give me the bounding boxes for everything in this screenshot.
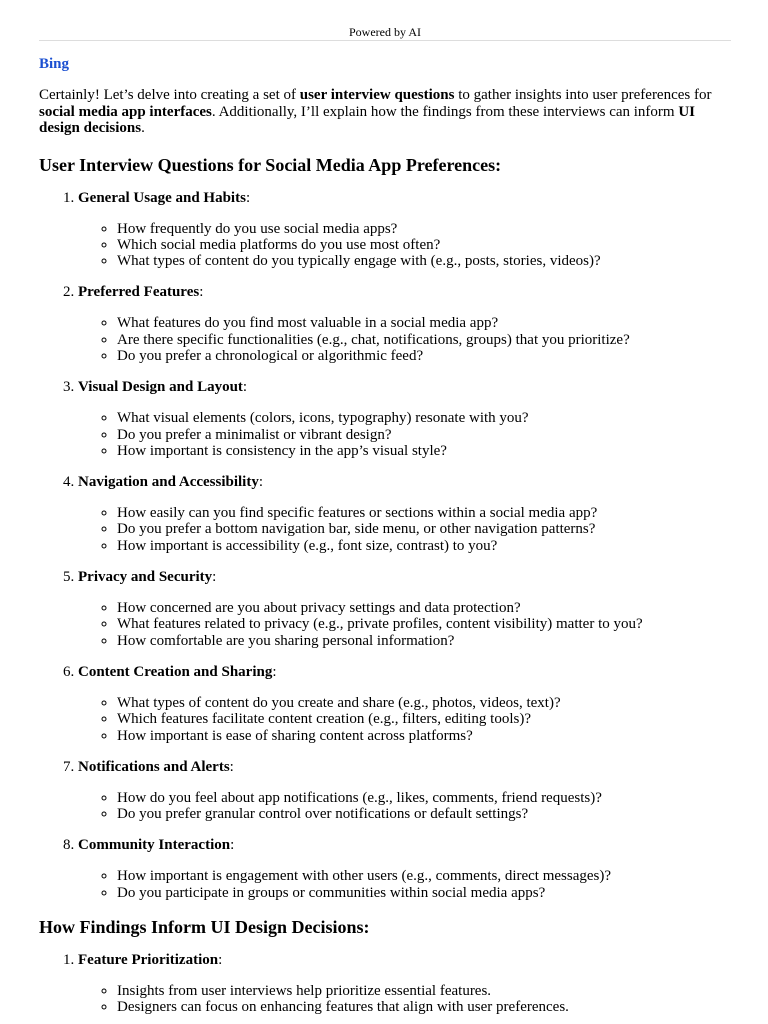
bullet-list (78, 790, 731, 823)
intro-paragraph (39, 87, 731, 137)
list-item (78, 190, 731, 270)
bullet-list (78, 410, 731, 459)
list-item (78, 284, 731, 364)
section-heading: User Interview Questions for Social Media App Preferences: (39, 154, 502, 175)
bullet-item: ◦ What types of content do you create and share (e.g., photos, videos, text)? (117, 695, 731, 711)
bullet-item: ◦ How comfortable are you sharing personal information? (117, 633, 731, 649)
bullet-item: ◦ Do you prefer a minimalist or vibrant design? (117, 427, 731, 443)
bullet-item: ◦ How important is accessibility (e.g., font size, contrast) to you? (117, 538, 731, 554)
list-item-title: Visual Design and Layout (78, 379, 243, 396)
list-item-title: Content Creation and Sharing (78, 663, 273, 680)
list-item-title: Feature Prioritization (78, 952, 219, 969)
list-item-colon: : (218, 952, 223, 969)
list-item (78, 569, 731, 649)
list-item-colon: : (272, 663, 277, 680)
section-heading: How Findings Inform UI Design Decisions: (39, 917, 370, 938)
bullet-item: ◦ What types of content do you typically engage with (e.g., posts, stories, videos)? (117, 253, 731, 269)
bullet-item: ◦ Which social media platforms do you use most often? (117, 237, 731, 253)
bullet-item: ◦ Do you participate in groups or communities within social media apps? (117, 885, 731, 901)
bullet-item: ◦ What visual elements (colors, icons, typography) resonate with you? (117, 410, 731, 426)
bullet-item: ◦ Insights from user interviews help prioritize essential features. (117, 983, 731, 999)
list-item-title: Notifications and Alerts (78, 758, 230, 775)
list-item-title: Navigation and Accessibility (78, 474, 259, 491)
intro-text: to gather insights into user preferences for (454, 87, 712, 103)
bullet-item: ◦ What features related to privacy (e.g., private profiles, content visibility) matter to you? (117, 616, 731, 632)
list-item (78, 379, 731, 459)
bullet-item: ◦ Designers can focus on enhancing features that align with user preferences. (117, 999, 731, 1015)
list-item-title: General Usage and Habits (78, 189, 246, 206)
list-item-title: Preferred Features (78, 284, 200, 301)
list-item (78, 837, 731, 901)
bullet-list (78, 600, 731, 649)
list-item-colon: : (258, 474, 264, 491)
bullet-list (78, 221, 731, 270)
bullet-list (78, 315, 731, 364)
bullet-item: ◦ How do you feel about app notifications (e.g., likes, comments, friend requests)? (117, 790, 731, 806)
bullet-item: ◦ Do you prefer a chronological or algorithmic feed? (117, 348, 731, 364)
intro-bold-text: user interview questions (299, 87, 455, 103)
list-item-title: Community Interaction (78, 837, 231, 854)
list-item-colon: : (229, 758, 234, 775)
bullet-list (78, 868, 731, 901)
bullet-list (78, 505, 731, 554)
list-item-colon: : (199, 284, 204, 301)
bullet-item: ◦ How important is ease of sharing content across platforms? (117, 728, 731, 744)
bullet-list (78, 983, 731, 1016)
intro-bold-text: social media app interfaces (39, 103, 212, 120)
list-item-colon: : (212, 569, 217, 586)
list-item (78, 952, 731, 1016)
source-label: Bing (39, 56, 70, 72)
numbered-list (39, 952, 731, 1016)
bullet-list (78, 695, 731, 744)
numbered-list (39, 190, 731, 902)
intro-text: . Additionally, I’ll explain how the findings from these interviews can inform (211, 103, 679, 120)
intro-text: Certainly! Let’s delve into creating a set of (39, 87, 300, 103)
intro-text: . (141, 120, 145, 136)
list-item-title: Privacy and Security (78, 569, 213, 586)
list-item-colon: : (242, 379, 248, 396)
bullet-item: ◦ How important is consistency in the app’s visual style? (117, 443, 731, 459)
list-item (78, 664, 731, 744)
bullet-item: ◦ How easily can you find specific features or sections within a social media app? (117, 505, 731, 521)
list-item (78, 474, 731, 554)
list-item-colon: : (230, 837, 235, 854)
list-item (78, 759, 731, 823)
bullet-item: ◦ Which features facilitate content creation (e.g., filters, editing tools)? (117, 711, 731, 727)
list-item-colon: : (245, 189, 251, 206)
bullet-item: ◦ Do you prefer a bottom navigation bar, side menu, or other navigation patterns? (117, 521, 731, 537)
powered-by-label: Powered by AI (39, 0, 731, 41)
bullet-item: ◦ What features do you find most valuable in a social media app? (117, 315, 731, 331)
bullet-item: ◦ Do you prefer granular control over notifications or default settings? (117, 806, 731, 822)
intro-bold-text: UI design decisions (39, 103, 696, 136)
bullet-item: ◦ Are there specific functionalities (e.g., chat, notifications, groups) that you prioritize? (117, 332, 731, 348)
bullet-item: ◦ How concerned are you about privacy settings and data protection? (117, 600, 731, 616)
bullet-item: ◦ How frequently do you use social media apps? (117, 221, 731, 237)
document-page (39, 0, 731, 1016)
bullet-item: ◦ How important is engagement with other users (e.g., comments, direct messages)? (117, 868, 731, 884)
